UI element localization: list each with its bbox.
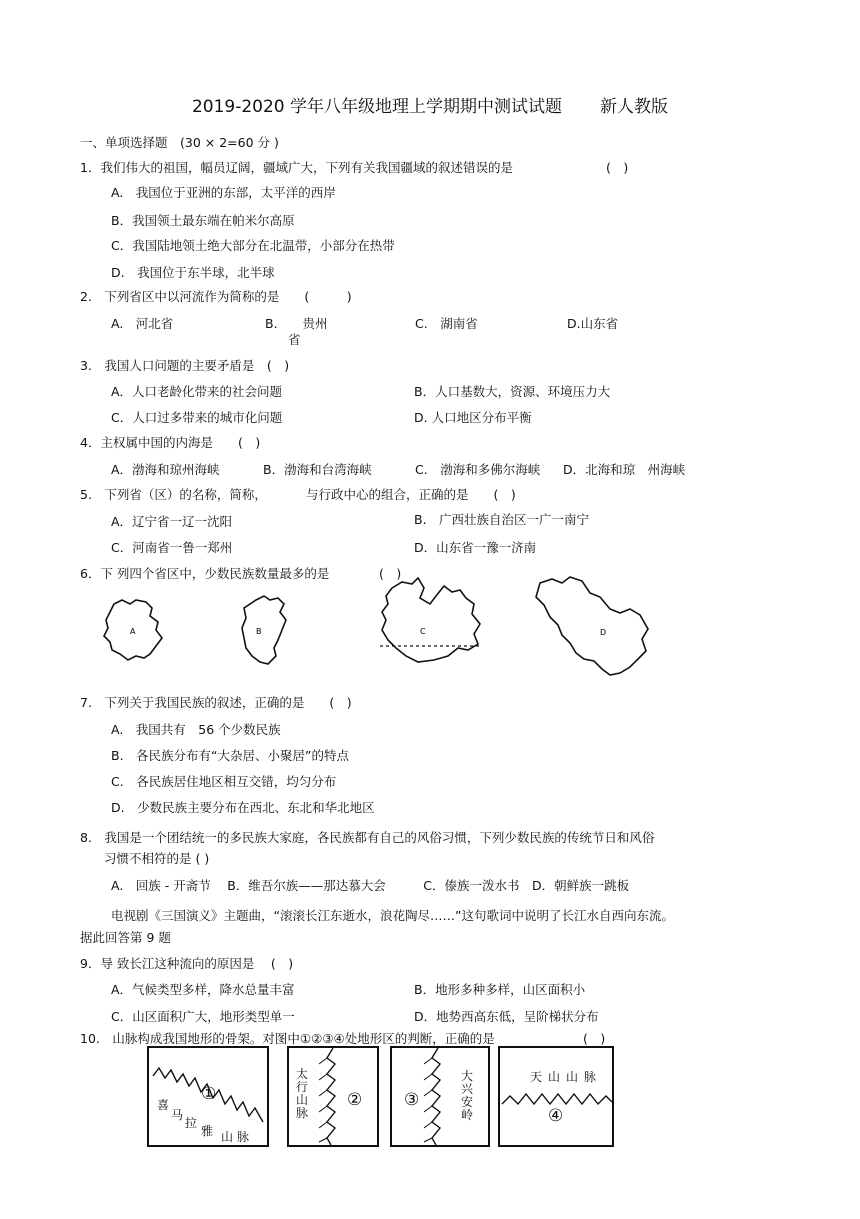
q1-option-a: A. 我国位于亚洲的东部，太平洋的西岸 xyxy=(111,185,336,200)
province-map-b xyxy=(238,592,298,672)
q2-stem: 2. 下列省区中以河流作为简称的是 ( ) xyxy=(80,289,352,304)
q1-stem: 1．我们伟大的祖国，幅员辽阔，疆域广大，下列有关我国疆域的叙述错误的是 xyxy=(80,160,513,175)
section-heading: 一、单项选择题 (30 × 2=60 分 ) xyxy=(80,135,279,150)
passage-line1: 电视剧《三国演义》主题曲，“滚滚长江东逝水，浪花陶尽……”这句歌词中说明了长江水自西向东流。 xyxy=(111,908,674,923)
q7-option-a: A. 我国共有 56 个少数民族 xyxy=(111,722,281,737)
q4-option-a: A．渤海和琼州海峡 xyxy=(111,462,220,477)
q6-stem: 6．下 列四个省区中，少数民族数量最多的是 xyxy=(80,566,330,581)
mountain-label-1 xyxy=(151,1096,271,1146)
q3-option-d: D. 人口地区分布平衡 xyxy=(414,410,532,425)
passage-line2: 据此回答第 9 题 xyxy=(80,930,171,945)
mountain-box-2 xyxy=(287,1046,379,1147)
mountain-label-1-char: 雅 xyxy=(201,1124,214,1138)
q6-answer-paren: ( ) xyxy=(379,566,402,581)
q5-stem: 5. 下列省（区）的名称，简称， xyxy=(80,487,267,502)
q10-answer-paren: ( ) xyxy=(583,1031,606,1046)
q1-option-d: D. 我国位于东半球，北半球 xyxy=(111,265,275,280)
q2-option-d: D.山东省 xyxy=(567,316,619,331)
q9-option-d: D．地势西高东低，呈阶梯状分布 xyxy=(414,1009,599,1024)
q2-option-b-wrap: 省 xyxy=(288,332,301,347)
q4-stem: 4．主权属中国的内海是 ( ) xyxy=(80,435,261,450)
mountain-label-1-char: 喜 xyxy=(157,1098,170,1112)
q8-stem: 8. 我国是一个团结统一的多民族大家庭，各民族都有自己的风俗习惯，下列少数民族的传统节日和风俗 xyxy=(80,830,655,845)
map-label-a: A xyxy=(130,627,136,636)
mountain-label-1-char: 山 xyxy=(221,1130,234,1144)
area-3-marker: ③ xyxy=(404,1090,420,1110)
q8-stem-cont: 习惯不相符的是 ( ) xyxy=(104,851,210,866)
q1-option-b: B．我国领土最东端在帕米尔高原 xyxy=(111,213,295,228)
q5-stem-cont: 与行政中心的组合，正确的是 ( ) xyxy=(306,487,516,502)
area-1-marker: ① xyxy=(201,1084,217,1104)
map-label-b: B xyxy=(256,627,262,636)
map-label-c: C xyxy=(420,627,426,636)
page-title xyxy=(0,96,860,118)
mountain-box-1 xyxy=(147,1046,269,1147)
map-label-d: D xyxy=(600,628,607,637)
q8-options: A. 回族 - 开斋节 B．维吾尔族——那达慕大会 C．傣族一泼水书 D．朝鲜族一跳板 xyxy=(111,878,630,893)
q9-stem: 9．导 致长江这种流向的原因是 ( ) xyxy=(80,956,294,971)
q9-option-c: C．山区面积广大，地形类型单一 xyxy=(111,1009,295,1024)
mountain-box-4 xyxy=(498,1046,614,1147)
q7-option-b: B. 各民族分布有“大杂居、小聚居”的特点 xyxy=(111,748,350,763)
q2-option-a: A. 河北省 xyxy=(111,316,174,331)
q3-option-c: C．人口过多带来的城市化问题 xyxy=(111,410,283,425)
mountain-box-3 xyxy=(390,1046,490,1147)
area-2-marker: ② xyxy=(347,1090,363,1110)
title-main: 2019-2020 学年八年级地理上学期期中测试试题 xyxy=(191,97,563,117)
title-edition: 新人教版 xyxy=(600,97,669,117)
q1-option-c: C．我国陆地领土绝大部分在北温带，小部分在热带 xyxy=(111,238,395,253)
province-map-d xyxy=(530,573,652,679)
q5-option-d: D．山东省一豫一济南 xyxy=(414,540,537,555)
q4-option-d: D．北海和琼 州海峡 xyxy=(563,462,686,477)
mountain-label-2: 太 行 山 脉 xyxy=(295,1067,308,1120)
q3-option-a: A．人口老龄化带来的社会问题 xyxy=(111,384,283,399)
q5-option-b: B. 广西壮族自治区一广一南宁 xyxy=(414,512,590,527)
mountain-label-1-char: 拉 xyxy=(185,1116,198,1130)
q7-stem: 7. 下列关于我国民族的叙述，正确的是 ( ) xyxy=(80,695,352,710)
mountain-label-1-char: 马 xyxy=(171,1108,184,1122)
q5-option-a: A．辽宁省一辽一沈阳 xyxy=(111,514,233,529)
q9-option-b: B．地形多种多样，山区面积小 xyxy=(414,982,586,997)
q4-option-b: B．渤海和台湾海峡 xyxy=(263,462,372,477)
q9-option-a: A．气候类型多样，降水总量丰富 xyxy=(111,982,295,997)
q2-option-b: B. 贵州 xyxy=(265,316,328,331)
q1-answer-paren: ( ) xyxy=(606,160,629,175)
mountain-ridge-4 xyxy=(500,1048,612,1145)
mountain-label-3: 大 兴 安 岭 xyxy=(460,1069,473,1122)
mountain-label-1-char: 脉 xyxy=(237,1130,250,1144)
q4-option-c: C. 渤海和多佛尔海峡 xyxy=(415,462,541,477)
q7-option-c: C. 各民族居住地区相互交错，均匀分布 xyxy=(111,774,337,789)
q5-option-c: C．河南省一鲁一郑州 xyxy=(111,540,233,555)
q3-stem: 3. 我国人口问题的主要矛盾是 ( ) xyxy=(80,358,290,373)
province-map-c xyxy=(378,574,488,674)
q10-stem: 10. 山脉构成我国地形的骨架。对图中①②③④处地形区的判断，正确的是 xyxy=(80,1031,495,1046)
area-4-marker: ④ xyxy=(548,1106,564,1126)
q2-option-c: C. 湖南省 xyxy=(415,316,478,331)
q3-option-b: B．人口基数大，资源、环境压力大 xyxy=(414,384,611,399)
mountain-label-4: 天山山脉 xyxy=(530,1070,603,1084)
q7-option-d: D. 少数民族主要分布在西北、东北和华北地区 xyxy=(111,800,375,815)
province-map-a xyxy=(100,596,170,666)
